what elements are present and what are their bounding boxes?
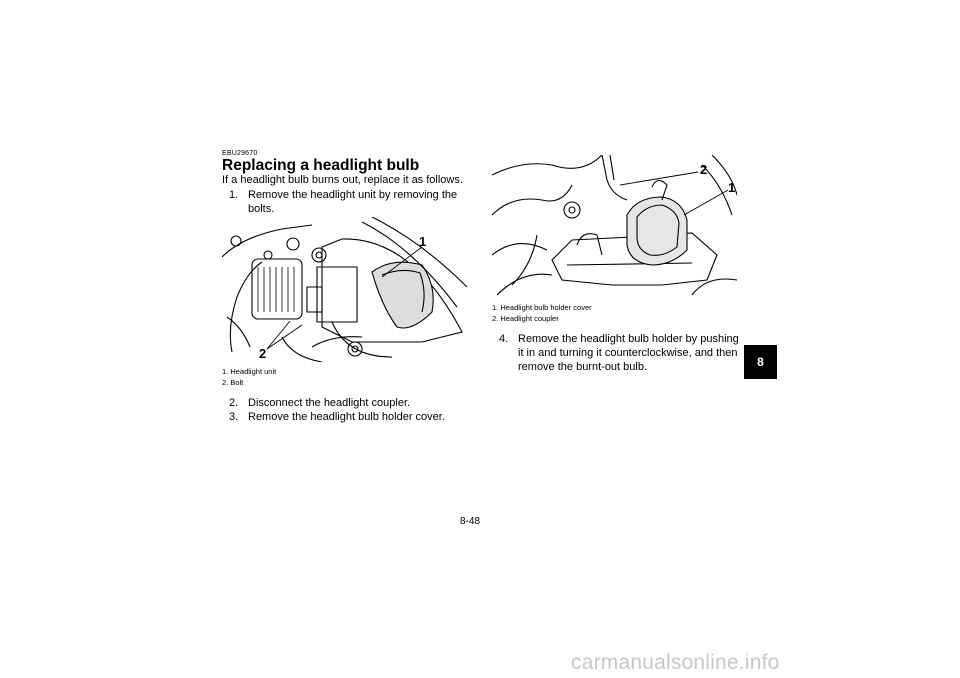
step-text-line: Remove the headlight bulb holder cover.: [248, 411, 445, 423]
step-text-line: bolts.: [248, 203, 275, 215]
step-text-line: Remove the headlight unit by removing the: [248, 189, 458, 201]
step-number: 2.: [229, 397, 239, 409]
step-text-line: Remove the headlight bulb holder by pushing: [518, 333, 739, 345]
intro-text: If a headlight bulb burns out, replace it as follows.: [222, 174, 463, 186]
figure1-caption-1: 1. Headlight unit: [222, 367, 277, 376]
section-code: EBU29670: [222, 150, 258, 157]
step-text-line: remove the burnt-out bulb.: [518, 361, 648, 373]
step-4: [499, 332, 744, 376]
step-number: 4.: [499, 333, 509, 345]
callout-1: 1: [728, 180, 736, 195]
headlight-unit-illustration: [222, 217, 467, 362]
chapter-tab: 8: [744, 345, 777, 379]
step-number: 3.: [229, 411, 239, 423]
figure2-caption-2: 2. Headlight coupler: [492, 314, 559, 323]
callout-1: 1: [419, 234, 427, 249]
callout-2: 2: [700, 162, 708, 177]
figure-bulb-holder: [492, 155, 737, 299]
bulb-holder-illustration: [492, 155, 737, 299]
figure-headlight-unit: [222, 217, 467, 362]
page-title: Replacing a headlight bulb: [222, 157, 420, 174]
figure2-caption-1: 1. Headlight bulb holder cover: [492, 303, 592, 312]
callout-2: 2: [259, 346, 267, 361]
step-number: 1.: [229, 189, 239, 201]
step-text-line: it in and turning it counterclockwise, and then: [518, 347, 738, 359]
step-1: [229, 188, 479, 218]
step-3: [229, 410, 479, 424]
step-text-line: Disconnect the headlight coupler.: [248, 397, 411, 409]
step-2: [229, 396, 479, 410]
figure1-caption-2: 2. Bolt: [222, 378, 244, 387]
page-number: 8-48: [460, 516, 481, 527]
watermark-text: carmanualsonline.info: [571, 651, 780, 674]
